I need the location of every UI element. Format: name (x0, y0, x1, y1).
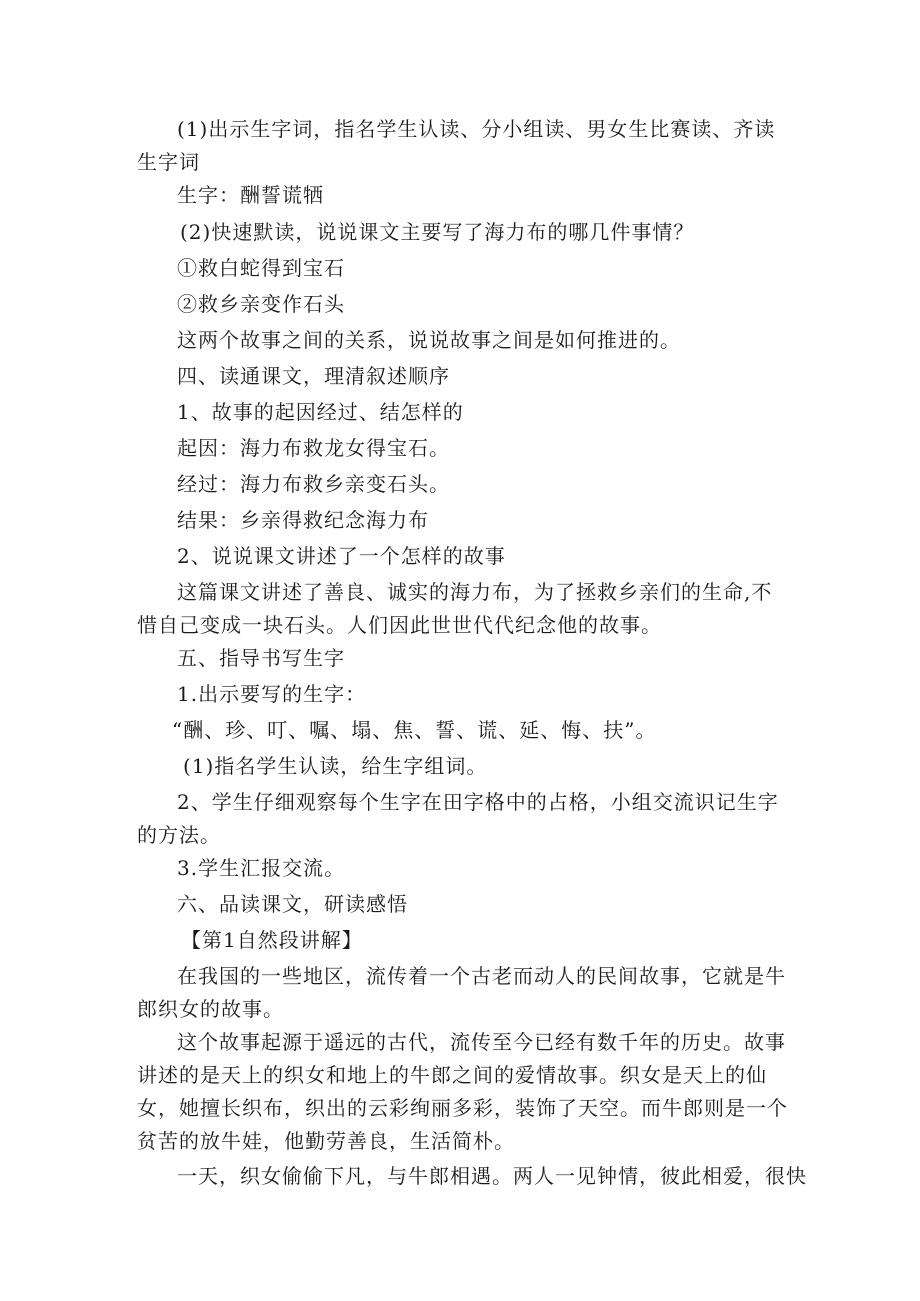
paragraph-read-and-group: (1)指名学生认读，给生字组词。 (183, 754, 488, 778)
heading-section-six: 六、品读课文，研读感悟 (177, 892, 408, 916)
paragraph-story-relation: 这两个故事之间的关系，说说故事之间是如何推进的。 (177, 328, 681, 352)
paragraph-show-words: (1)出示生字词，指名学生认读、分小组读、男女生比赛读、齐读生字词 (137, 117, 776, 174)
paragraph-show-writing-words: 1.出示要写的生字： (177, 682, 367, 706)
paragraph-folk-story-intro: 在我国的一些地区，流传着一个古老而动人的民间故事，它就是牛郎织女的故事。 (137, 964, 786, 1021)
paragraph-observe-grid: 2、学生仔细观察每个生字在田字格中的占格，小组交流识记生字的方法。 (137, 790, 779, 847)
heading-paragraph-one-explanation: 【第1自然段讲解】 (181, 928, 363, 952)
paragraph-meeting: 一天，织女偷偷下凡，与牛郎相遇。两人一见钟情，彼此相爱，很快 (177, 1164, 807, 1188)
paragraph-story-summary: 这篇课文讲述了善良、诚实的海力布，为了拯救乡亲们的生命,不惜自己变成一块石头。人们因此世世代代纪念他的故事。 (137, 580, 773, 637)
paragraph-process: 经过：海力布救乡亲变石头。 (177, 472, 450, 496)
heading-section-four: 四、读通课文，理清叙述顺序 (177, 364, 450, 388)
paragraph-story-structure: 1、故事的起因经过、结怎样的 (177, 400, 464, 424)
paragraph-event-two: ②救乡亲变作石头 (177, 292, 345, 316)
paragraph-new-characters: 生字：酬誓谎牺 (177, 183, 324, 207)
paragraph-writing-characters: “酬、珍、叮、嘱、塌、焦、誓、谎、延、悔、扶”。 (172, 718, 657, 742)
paragraph-result: 结果：乡亲得救纪念海力布 (177, 508, 429, 532)
heading-section-five: 五、指导书写生字 (177, 646, 345, 670)
paragraph-cause: 起因：海力布救龙女得宝石。 (177, 436, 450, 460)
paragraph-event-one: ①救白蛇得到宝石 (177, 256, 345, 280)
paragraph-story-question: 2、说说课文讲述了一个怎样的故事 (177, 544, 506, 568)
paragraph-story-origin: 这个故事起源于遥远的古代，流传至今已经有数千年的历史。故事讲述的是天上的织女和地上的牛郎之间的爱情故事。织女是天上的仙女，她擅长织布，织出的云彩绚丽多彩，装饰了天空。而牛郎则是一个贫苦的放牛娃，他勤劳善良，生活简朴。 (137, 1030, 788, 1153)
paragraph-report-exchange: 3.学生汇报交流。 (177, 856, 346, 880)
paragraph-quick-read-question: (2)快速默读，说说课文主要写了海力布的哪几件事情？ (180, 220, 695, 244)
